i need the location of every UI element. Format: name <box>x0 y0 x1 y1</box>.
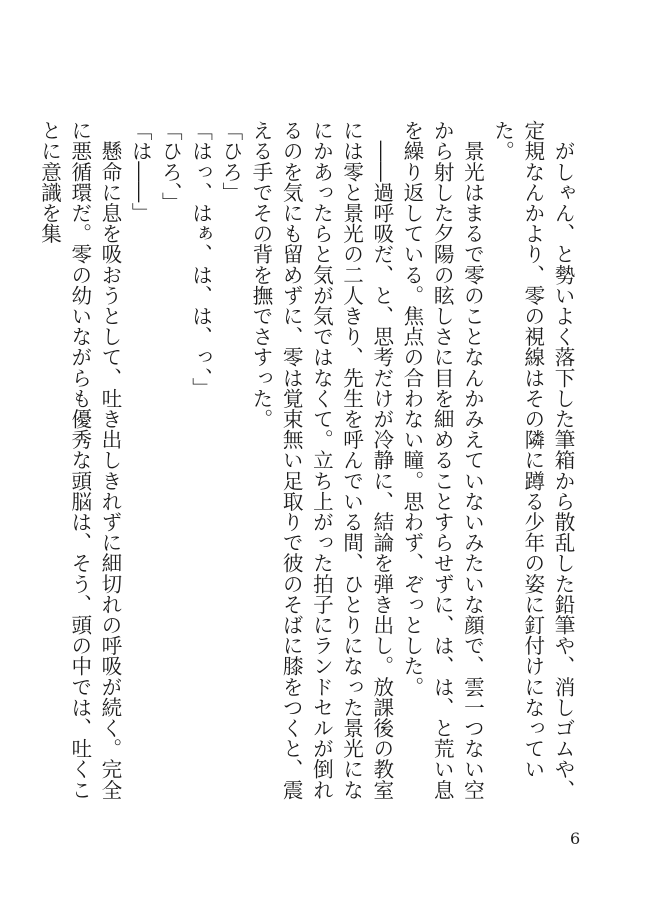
paragraph: 景光はまるで零のことなんかみえていないみたいな顔で、雲一つない空から射した夕陽の眩しさに目を細めることすらせずに、は、は、と荒い息を繰り返している。焦点の合わない瞳。思わず、ぞっとした。 <box>399 120 485 800</box>
paragraph: 懸命に息を吸おうとして、吐き出しきれずに細切れの呼吸が続く。完全に悪循環だ。零の幼いながらも優秀な頭脳は、そう、頭の中では、吐くことに意識を集 <box>37 120 122 800</box>
dialogue-line: 「はっ、はぁ、は、は、っ、」 <box>188 120 213 399</box>
dialogue-line: 「は――」 <box>128 120 153 223</box>
dialogue-line: 「ひろ」 <box>218 120 243 203</box>
page-number: 6 <box>570 829 581 848</box>
paragraph: ――過呼吸だ、と、思考だけが冷静に、結論を弾き出し。放課後の教室には零と景光の二人きり、先生を呼んでいる間、ひとりになった景光になにかあったらと気が気ではなくて。立ち上がった拍子にランドセルが倒れるのを気にも留めずに、零は覚束無い足取りで彼のそばに膝をつくと、震える手でその背を撫でさすった。 <box>248 120 394 800</box>
vertical-text-body <box>34 120 578 820</box>
dialogue-line: 「ひろ、」 <box>158 120 183 213</box>
paragraph: がしゃん、と勢いよく落下した筆箱から散乱した鉛筆や、消しゴムや、定規なんかより、零の視線はその隣に蹲る少年の姿に釘付けになっていた。 <box>490 120 575 800</box>
